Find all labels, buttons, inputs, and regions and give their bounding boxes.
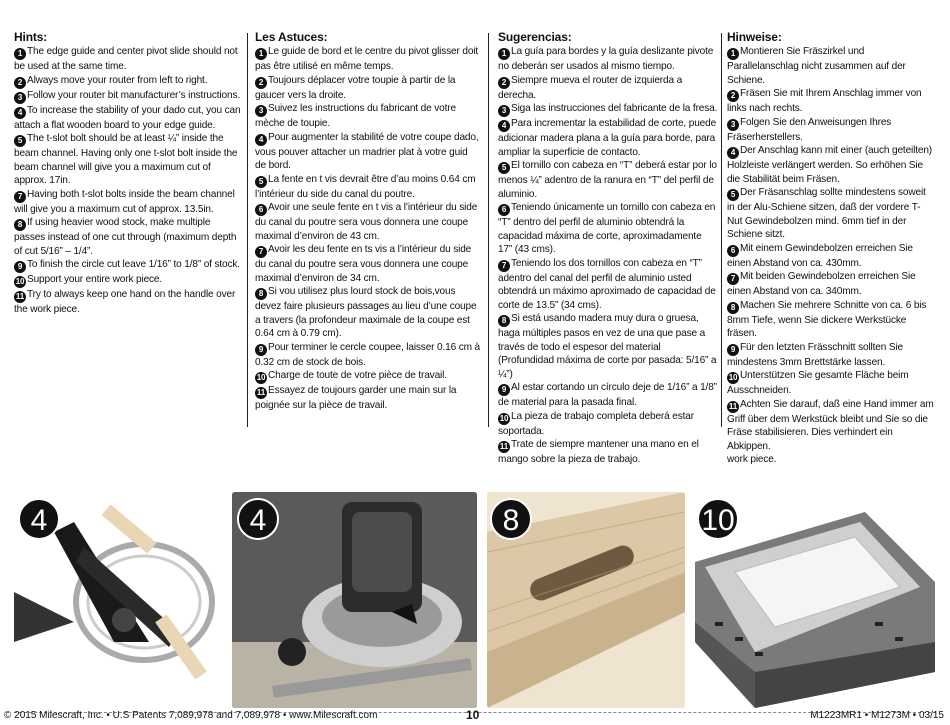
step-number-icon: 9 xyxy=(498,384,510,396)
step-paragraph xyxy=(727,270,935,299)
step-number-icon: 4 xyxy=(727,147,739,159)
footer-model-code: M1223MR1 • M1273M • 03/15 xyxy=(810,710,944,721)
step-paragraph xyxy=(727,398,935,454)
column-english xyxy=(14,30,242,428)
step-text: Si vou utilisez plus lourd stock de bois,vous devez faire plusieurs passages au lieu d’une coupe a travers (la profondeur maximale de la coupe est 0.64 cm à 0.79 cm). xyxy=(255,286,477,339)
column-spanish xyxy=(498,30,718,465)
step-paragraph xyxy=(727,87,935,116)
step-text: Siga las instrucciones del fabricante de la fresa. xyxy=(511,103,718,114)
step-text: Achten Sie darauf, daß eine Hand immer am Griff über dem Werkstück bleibt und Sie so die Fräse stabilisieren. Dies verhindert ein Abkippen. xyxy=(727,398,934,452)
column-divider xyxy=(488,33,489,427)
step-paragraph xyxy=(498,410,718,439)
paragraph-list xyxy=(255,45,481,413)
step-paragraph xyxy=(14,89,242,104)
photo-wood-slot xyxy=(487,492,685,708)
step-text: Having both t-slot bolts inside the beam channel will give you a maximum cut of approx. 13.5in. xyxy=(14,188,235,215)
step-paragraph xyxy=(498,438,718,467)
column-divider xyxy=(247,33,248,427)
step-text: Machen Sie mehrere Schnitte von ca. 6 bis 8mm Tiefe, wenn Sie dickere Werkstücke fräsen. xyxy=(727,299,927,339)
step-text: Essayez de toujours garder une main sur la poignée sur la pièce de travail. xyxy=(255,385,457,411)
step-text: Teniendo únicamente un tornillo con cabeza en “T” dentro del perfil de aluminio obtendrá la capacidad máxima de corte, aproximadamente 17” (43 cms). xyxy=(498,202,716,255)
step-number-icon: 4 xyxy=(498,120,510,132)
column-heading: Hinweise: xyxy=(727,30,782,44)
step-text: Pour augmenter la stabilité de votre coupe dado, vous pouver attacher un madrier plat à votre guid de bord. xyxy=(255,131,479,171)
step-paragraph xyxy=(727,341,935,370)
step-number-icon: 5 xyxy=(498,162,510,174)
step-number-icon: 1 xyxy=(14,48,26,60)
step-text: Siempre mueva el router de izquierda a derecha. xyxy=(498,74,683,101)
step-number-icon: 11 xyxy=(728,401,738,411)
step-paragraph xyxy=(14,258,242,273)
step-text: If using heavier wood stock, make multiple passes instead of one cut through (maximum depth of cut 5/16” – 1/4”. xyxy=(14,217,237,257)
step-number-icon: 3 xyxy=(727,119,739,131)
column-heading: Les Astuces: xyxy=(255,30,328,44)
step-text: Trate de siempre mantener una mano en el mango sobre la pieza de trabajo. xyxy=(498,439,699,465)
photo-workbench-support xyxy=(695,492,935,708)
step-paragraph xyxy=(255,369,481,384)
step-text: To finish the circle cut leave 1/16” to 1/8” of stock. xyxy=(27,259,240,270)
step-text: To increase the stability of your dado cut, you can attach a flat wooden board to your edge guide. xyxy=(14,104,241,131)
step-text: Charge de toute de votre pièce de travail. xyxy=(268,370,447,381)
step-badge: 4 xyxy=(237,498,279,540)
step-text: Suivez les instructions du fabricant de votre mèche de toupie. xyxy=(255,103,456,129)
step-text: Avoir les deu fente en ts vis a l’intérieur du side du canal du poutre sera vous donnera une coupe maximal d’environ de 34 cm. xyxy=(255,244,472,284)
step-badge: 4 xyxy=(18,498,60,540)
step-text: Mit einem Gewindebolzen erreichen Sie einen Abstand von ca. 430mm. xyxy=(727,242,913,269)
step-number-icon: 8 xyxy=(727,302,739,314)
step-text: Avoir une seule fente en t vis a l’intérieur du side du canal du poutre sera vous donnera une coupe maximal d’environ de 43 cm. xyxy=(255,202,478,242)
step-number-icon: 3 xyxy=(255,105,267,117)
step-number-icon: 10 xyxy=(499,413,509,423)
step-text: The edge guide and center pivot slide should not be used at the same time. xyxy=(14,46,238,72)
step-text: Unterstützen Sie gesamte Fläche beim Ausschneiden. xyxy=(727,370,909,396)
step-number-icon: 7 xyxy=(727,273,739,285)
step-paragraph xyxy=(255,45,481,74)
step-paragraph xyxy=(727,45,935,87)
step-paragraph xyxy=(14,288,242,317)
step-number-icon: 4 xyxy=(14,107,26,119)
step-text: Try to always keep one hand on the handle over the work piece. xyxy=(14,289,236,315)
step-text: Für den letzten Frässchnitt sollten Sie mindestens 3mm Brettstärke lassen. xyxy=(727,341,904,368)
step-text: Al estar cortando un círculo deje de 1/16” a 1/8” de material para la pasada final. xyxy=(498,382,717,408)
column-french xyxy=(255,30,481,428)
step-paragraph xyxy=(255,201,481,243)
step-number-icon: 1 xyxy=(498,48,510,60)
step-text: Support your entire work piece. xyxy=(27,274,163,285)
step-paragraph xyxy=(498,102,718,117)
step-number-icon: 4 xyxy=(255,134,267,146)
step-number-icon: 8 xyxy=(255,288,267,300)
step-number-icon: 7 xyxy=(498,260,510,272)
step-number-icon: 3 xyxy=(14,92,26,104)
step-number-icon: 8 xyxy=(498,315,510,327)
page-number: 10 xyxy=(466,708,480,722)
step-number-icon: 2 xyxy=(255,77,267,89)
step-number-icon: 3 xyxy=(498,105,510,117)
step-number-icon: 5 xyxy=(727,189,739,201)
step-paragraph xyxy=(498,45,718,74)
step-text: El tornillo con cabeza en “T” deberá estar por lo menos ¼” adentro de la ranura en “T” del perfil de aluminio. xyxy=(498,160,717,200)
step-number-icon: 10 xyxy=(15,277,25,286)
step-number-icon: 8 xyxy=(14,219,26,231)
step-number-icon: 5 xyxy=(255,176,267,188)
column-heading: Sugerencias: xyxy=(498,30,572,44)
step-text: Der Anschlag kann mit einer (auch geteilten) Holzleiste verlängert werden. So erhöhen Sie die Stabilität beim Fräsen. xyxy=(727,145,933,185)
step-text: Pour terminer le cercle coupee, laisser 0.16 cm à 0.32 cm de stock de bois. xyxy=(255,341,481,368)
step-text: Para incrementar la estabilidad de corte, puede adicionar madera plana a la guía para borde, para ampliar la superficie de contacto. xyxy=(498,118,717,158)
step-paragraph xyxy=(14,45,242,74)
step-paragraph xyxy=(727,116,935,145)
step-number-icon: 5 xyxy=(14,135,26,147)
step-paragraph xyxy=(255,131,481,173)
step-number-icon: 11 xyxy=(256,388,266,397)
step-number-icon: 2 xyxy=(14,77,26,89)
step-number-icon: 11 xyxy=(15,292,25,301)
step-paragraph xyxy=(14,188,242,217)
step-paragraph xyxy=(255,74,481,103)
step-paragraph xyxy=(727,369,935,398)
column-german xyxy=(727,30,935,465)
column-divider xyxy=(721,33,722,427)
step-paragraph xyxy=(498,201,718,257)
step-number-icon: 2 xyxy=(498,77,510,89)
step-paragraph xyxy=(255,285,481,341)
step-paragraph xyxy=(255,173,481,202)
step-number-icon: 7 xyxy=(14,191,26,203)
step-paragraph xyxy=(727,242,935,271)
step-paragraph xyxy=(498,312,718,381)
step-number-icon: 6 xyxy=(727,245,739,257)
continuation-text: work piece. xyxy=(727,454,777,465)
step-paragraph xyxy=(14,104,242,133)
photo-router-in-use xyxy=(232,492,477,708)
step-number-icon: 1 xyxy=(727,48,739,60)
step-text: Toujours déplacer votre toupie à partir de la gaucer vers la droite. xyxy=(255,74,456,101)
step-number-icon: 10 xyxy=(256,373,266,382)
paragraph-list xyxy=(498,45,718,467)
step-paragraph xyxy=(255,384,481,413)
step-paragraph xyxy=(727,186,935,242)
step-text: The t-slot bolt should be at least ¼” inside the beam channel. Having only one t-slot bolt inside the beam channel will give you a maximum cut of approx. 17in. xyxy=(14,133,238,186)
step-number-icon: 10 xyxy=(728,373,738,382)
step-number-icon: 6 xyxy=(255,204,267,216)
step-number-icon: 2 xyxy=(727,90,739,102)
step-text: Si está usando madera muy dura o gruesa, haga múltiples pasos en vez de una que pase a través de todo el espesor del material (Profundidad máxima de corte por pasada: 5/16” a ¼”) xyxy=(498,313,717,380)
step-paragraph xyxy=(727,144,935,186)
step-badge: 10 xyxy=(697,498,739,540)
step-text: Fräsen Sie mit Ihrem Anschlag immer von links nach rechts. xyxy=(727,88,922,114)
step-text: Mit beiden Gewindebolzen erreichen Sie einen Abstand von ca. 340mm. xyxy=(727,271,916,297)
step-paragraph xyxy=(14,216,242,258)
step-number-icon: 11 xyxy=(499,442,509,451)
step-paragraph xyxy=(14,273,242,288)
photo-compass-assembly xyxy=(14,492,224,708)
step-paragraph xyxy=(14,132,242,188)
step-text: La pieza de trabajo completa deberá estar soportada. xyxy=(498,410,694,437)
step-text: Teniendo los dos tornillos con cabeza en “T” adentro del canal del perfil de aluminio usted obtendrá un máximo aproximado de capacidad de corte de 13.5” (34 cms). xyxy=(498,257,716,311)
step-number-icon: 1 xyxy=(255,48,267,60)
step-paragraph xyxy=(727,299,935,341)
step-number-icon: 6 xyxy=(498,204,510,216)
step-badge: 8 xyxy=(490,498,532,540)
step-paragraph xyxy=(498,257,718,313)
paragraph-list xyxy=(14,45,242,317)
step-text: La guía para bordes y la guía deslizante pivote no deberán ser usados al mismo tiempo. xyxy=(498,46,714,72)
paragraph-list xyxy=(727,45,935,453)
step-text: Follow your router bit manufacturer’s instructions. xyxy=(27,89,241,101)
step-text: Der Fräsanschlag sollte mindestens soweit in der Alu-Schiene sitzen, daß der vordere T-Nut Gewindebolzen mind. 6mm tief in der Schiene sitzt. xyxy=(727,187,926,240)
step-text: La fente en t vis devrait être d’au moins 0.64 cm l’intérieur du side du canal du poutre. xyxy=(255,173,476,200)
step-number-icon: 7 xyxy=(255,246,267,258)
step-text: Le guide de bord et le centre du pivot glisser doit pas être utilisé en même temps. xyxy=(255,46,479,72)
column-heading: Hints: xyxy=(14,30,48,44)
step-paragraph xyxy=(255,341,481,370)
step-paragraph xyxy=(255,102,481,131)
step-text: Always move your router from left to right. xyxy=(27,74,208,86)
step-paragraph xyxy=(255,243,481,285)
step-text: Folgen Sie den Anweisungen Ihres Fräserherstellers. xyxy=(727,116,892,143)
step-paragraph xyxy=(498,159,718,201)
step-paragraph xyxy=(498,381,718,410)
step-paragraph xyxy=(498,117,718,159)
step-number-icon: 9 xyxy=(727,344,739,356)
step-number-icon: 9 xyxy=(14,261,26,273)
footer-copyright: © 2015 Milescraft, Inc. • U.S Patents 7,089,978 and 7,089,978 • www.Milescraft.com xyxy=(4,710,378,721)
step-number-icon: 9 xyxy=(255,344,267,356)
step-text: Montieren Sie Fräszirkel und Parallelanschlag nicht zusammen auf der Schiene. xyxy=(727,46,906,86)
step-paragraph xyxy=(498,74,718,103)
step-paragraph xyxy=(14,74,242,89)
